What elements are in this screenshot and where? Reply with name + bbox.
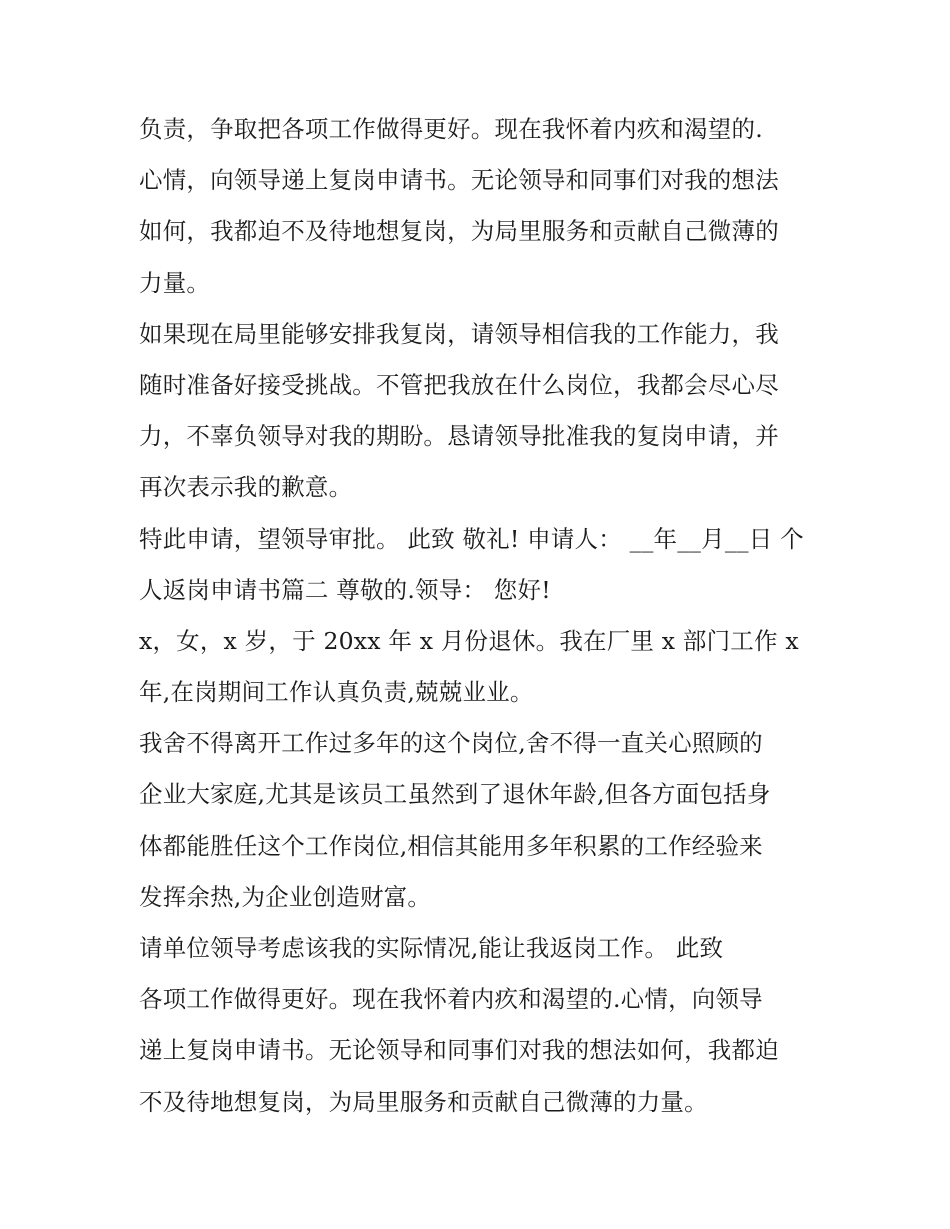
- text-line: 特此申请，望领导审批。 此致 敬礼! 申请人： __年__月__日 个: [139, 524, 804, 553]
- text-line: 随时准备好接受挑战。不管把我放在什么岗位，我都会尽心尽: [139, 370, 779, 399]
- text-line: 发挥余热,为企业创造财富。: [139, 882, 432, 911]
- text-line: 力量。: [139, 268, 211, 297]
- text-line: 各项工作做得更好。现在我怀着内疚和渴望的.心情，向领导: [139, 985, 763, 1014]
- text-line: 如何，我都迫不及待地想复岗，为局里服务和贡献自己微薄的: [139, 217, 779, 246]
- text-line: 不及待地想复岗，为局里服务和贡献自己微薄的力量。: [139, 1087, 708, 1116]
- text-line: 力，不辜负领导对我的期盼。恳请领导批准我的复岗申请，并: [139, 422, 779, 451]
- text-line: 企业大家庭,尤其是该员工虽然到了退休年龄,但各方面包括身: [139, 780, 771, 809]
- text-line: x，女，x 岁，于 20xx 年 x 月份退休。我在厂里 x 部门工作 x: [139, 626, 799, 655]
- text-line: 负责，争取把各项工作做得更好。现在我怀着内疚和渴望的.: [139, 115, 763, 143]
- text-line: 递上复岗申请书。无论领导和同事们对我的想法如何，我都迫: [139, 1036, 779, 1065]
- text-line: 再次表示我的歉意。: [139, 473, 353, 502]
- text-line: 人返岗申请书篇二 尊敬的.领导： 您好!: [139, 575, 551, 604]
- text-line: 体都能胜任这个工作岗位,相信其能用多年积累的工作经验来: [139, 831, 763, 860]
- text-line: 心情，向领导递上复岗申请书。无论领导和同事们对我的想法: [139, 166, 779, 195]
- text-line: 我舍不得离开工作过多年的这个岗位,舍不得一直关心照顾的: [139, 729, 763, 758]
- text-line: 请单位领导考虑该我的实际情况,能让我返岗工作。 此致: [139, 934, 724, 962]
- text-line: 如果现在局里能够安排我复岗，请领导相信我的工作能力，我: [139, 319, 779, 348]
- text-line: 年,在岗期间工作认真负责,兢兢业业。: [139, 678, 534, 707]
- body-text: [139, 104, 829, 1128]
